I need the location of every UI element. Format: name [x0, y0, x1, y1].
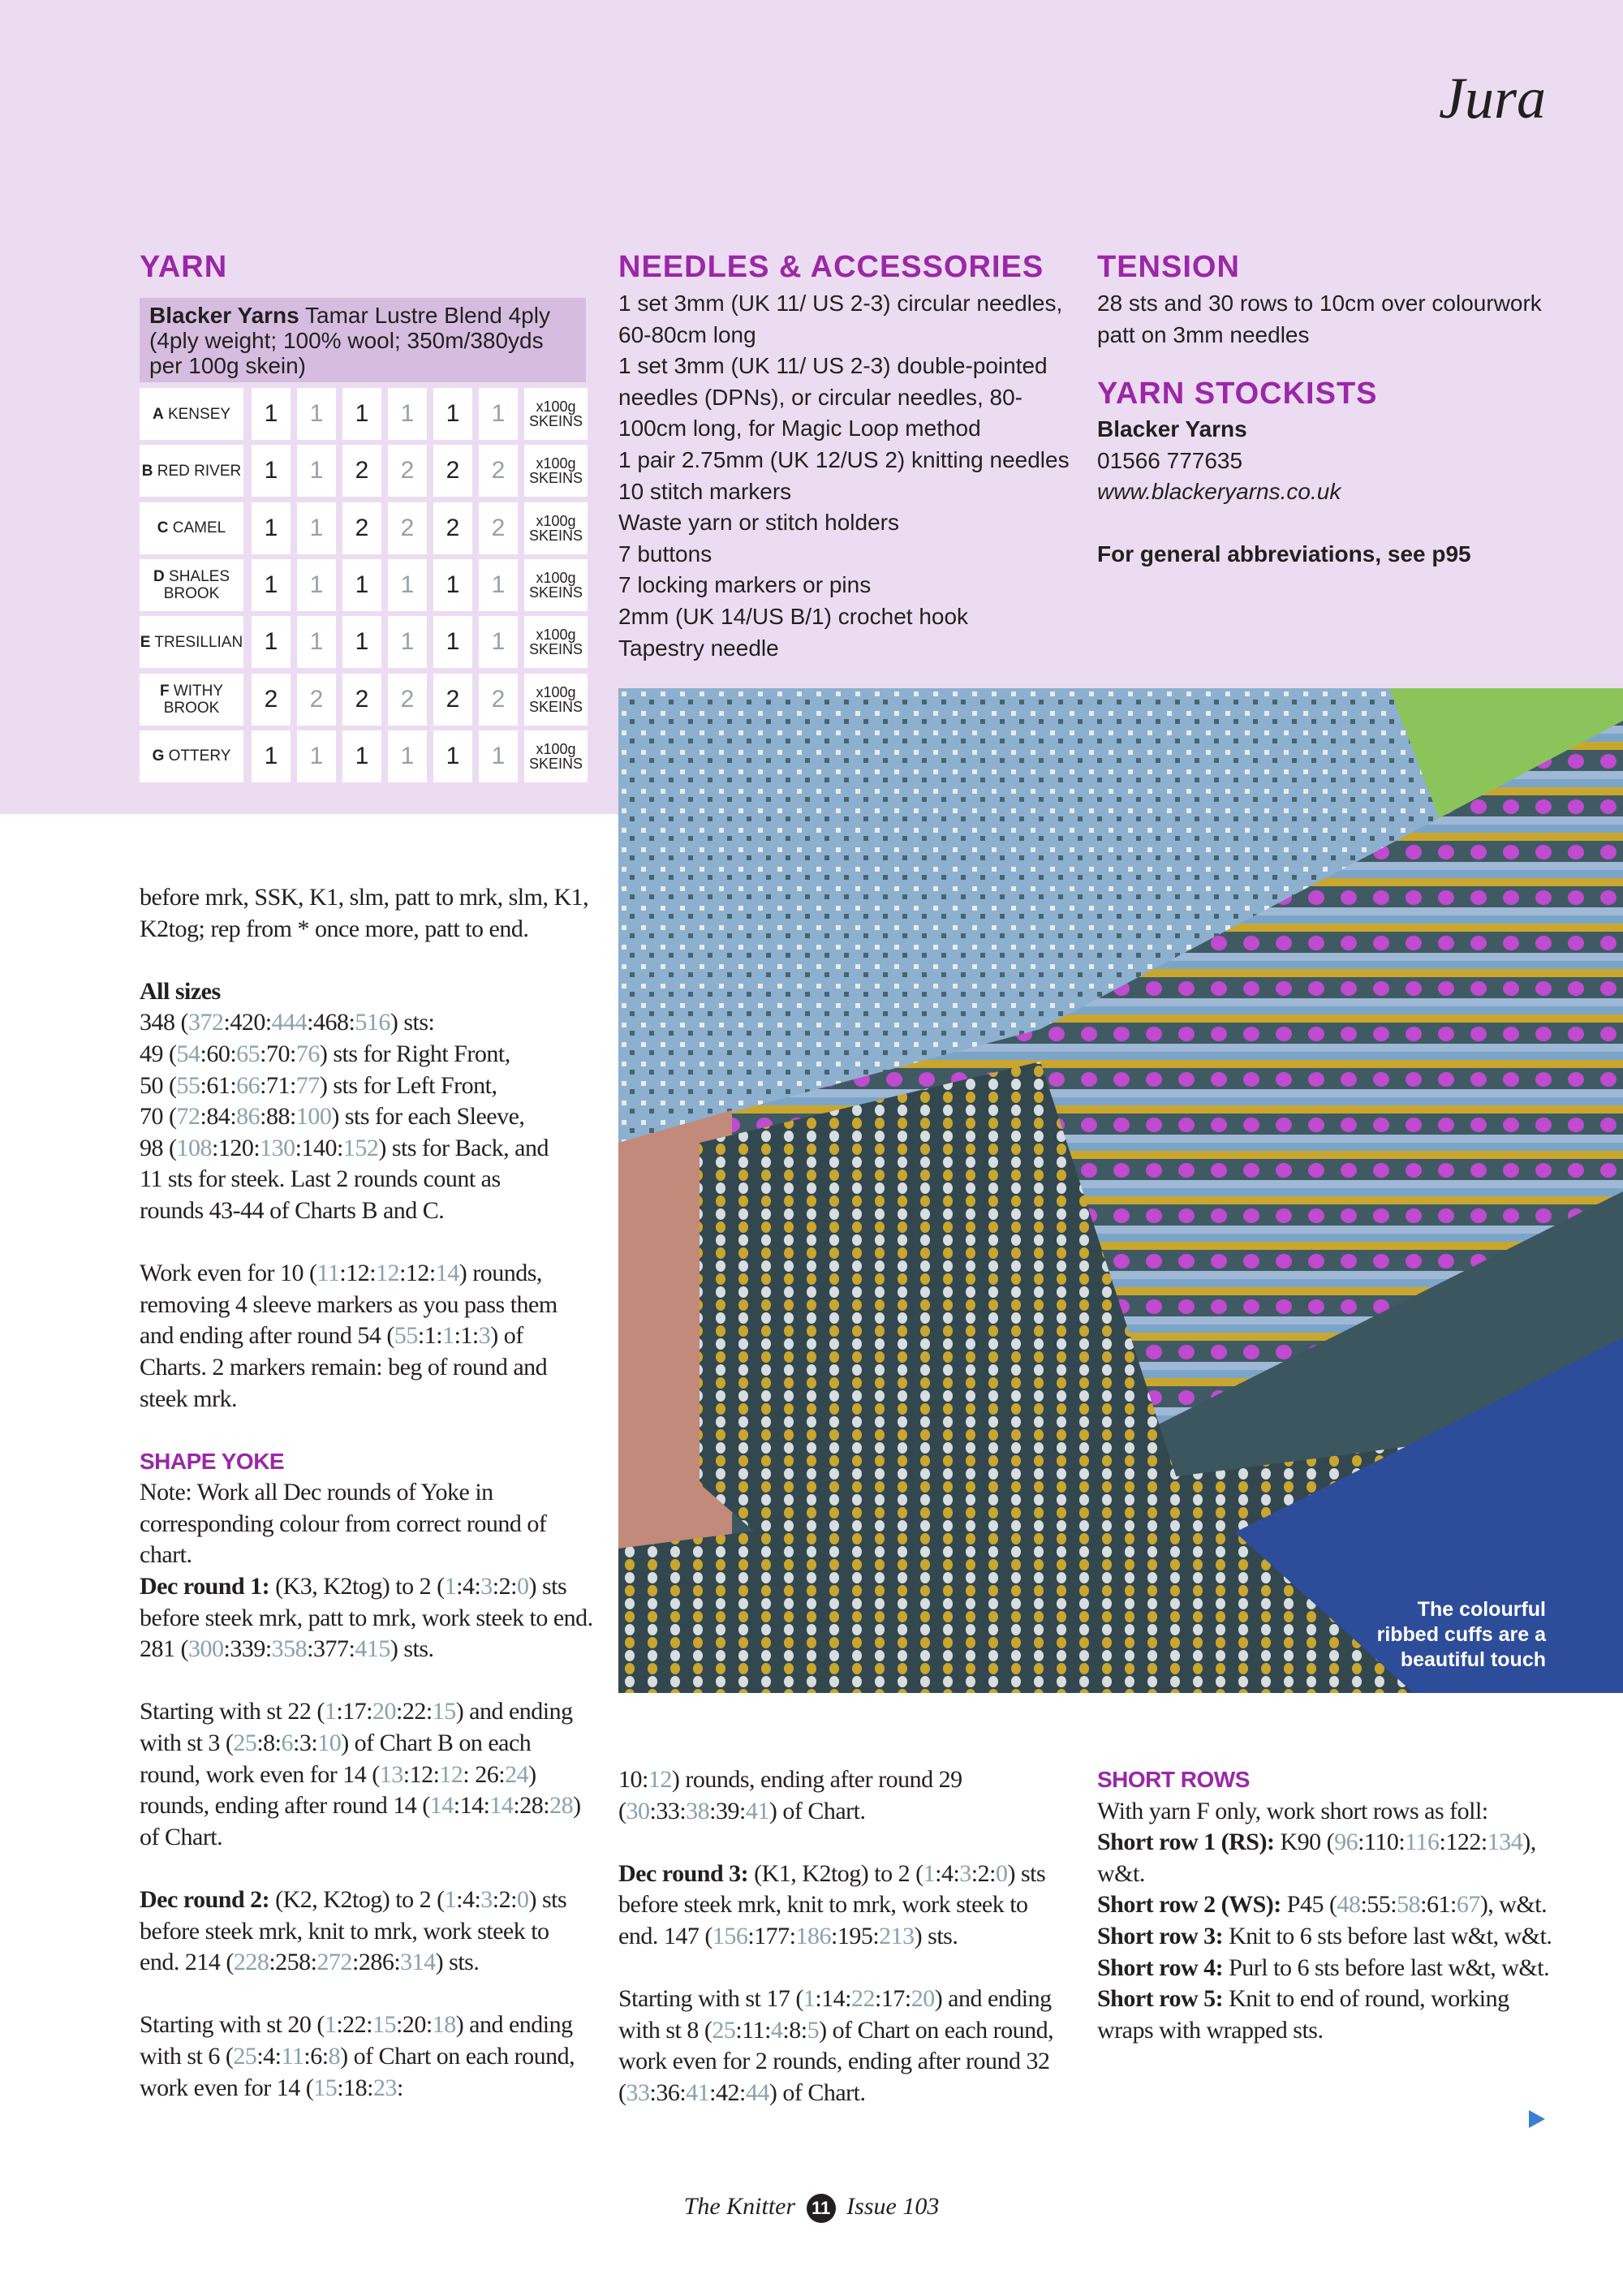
column-1 — [140, 882, 594, 2135]
needles-item: 1 pair 2.75mm (UK 12/US 2) knitting needles — [618, 446, 1070, 472]
yarn-colour-label: E TRESILLIAN — [140, 616, 243, 668]
yarn-quantity-cell: 1 — [388, 388, 427, 440]
yarn-quantity-cell: 1 — [252, 388, 291, 440]
sweater-cuff-photo — [618, 688, 1623, 1693]
col1-para1: before mrk, SSK, K1, slm, patt to mrk, slm, K1, K2tog; rep from * once more, patt to end. — [140, 884, 589, 942]
tension-heading: TENSION — [1097, 250, 1240, 284]
needles-item: 1 set 3mm (UK 11/ US 2-3) double-pointed needles (DPNs), or circular needles, 80-100cm long, for Magic Loop method — [618, 353, 1048, 442]
yarn-row — [140, 616, 588, 668]
needles-item: 7 locking markers or pins — [618, 572, 872, 598]
needles-item: Waste yarn or stitch holders — [618, 510, 899, 536]
stockists-heading: YARN STOCKISTS — [1097, 377, 1378, 411]
yarn-heading: YARN — [140, 250, 228, 284]
yarn-unit-label: x100g SKEINS — [524, 502, 588, 554]
short-row-4: Short row 4: Purl to 6 sts before last w&t, w&t. — [1097, 1954, 1550, 1981]
page-number: 11 — [807, 2194, 836, 2223]
needles-item: 1 set 3mm (UK 11/ US 2-3) circular needles, 60-80cm long — [618, 291, 1063, 347]
yarn-quantity-cell: 1 — [479, 388, 518, 440]
yarn-quantity-cell: 2 — [479, 445, 518, 497]
shape-yoke-heading: SHAPE YOKE — [140, 1448, 285, 1474]
continue-arrow-icon — [1529, 2110, 1545, 2128]
work-even-para: Work even for 10 (11:12:12:12:14) rounds, removing 4 sleeve markers as you pass them and ending after round 54 (55:1:1:1:3) of Charts. 2 markers remain: beg of round and steek mrk. — [140, 1260, 558, 1412]
dec-round-1: Dec round 1: (K3, K2tog) to 2 (1:4:3:2:0) sts before steek mrk, patt to mrk, work steek to end. 281 (300:339:358:377:415) sts. — [140, 1573, 593, 1663]
yarn-quantity-cell: 1 — [342, 730, 381, 782]
photo-caption: The colourful ribbed cuffs are a beautiful touch — [1376, 1598, 1546, 1671]
yarn-description — [140, 298, 586, 382]
yarn-quantity-cell: 1 — [342, 616, 381, 668]
col2-para1: 10:12) rounds, ending after round 29 (30:33:38:39:41) of Chart. — [618, 1766, 962, 1824]
yarn-quantity-cell: 1 — [297, 730, 336, 782]
issue-number: Issue 103 — [846, 2193, 940, 2220]
yarn-brand: Blacker Yarns — [149, 303, 299, 328]
yarn-colour-label: B RED RIVER — [140, 445, 243, 497]
yarn-quantity-cell: 1 — [479, 616, 518, 668]
needles-item: 2mm (UK 14/US B/1) crochet hook — [618, 603, 969, 629]
col2-starting: Starting with st 17 (1:14:22:17:20) and ending with st 8 (25:11:4:8:5) of Chart on each round, work even for 2 rounds, ending after round 32 (33:36:41:42:44) of Chart. — [618, 1985, 1054, 2106]
yarn-quantity-cell: 2 — [342, 445, 381, 497]
col1-starting-2: Starting with st 20 (1:22:15:20:18) and ending with st 6 (25:4:11:6:8) of Chart on each round, work even for 14 (15:18:23: — [140, 2011, 575, 2101]
dec-round-3: Dec round 3: (K1, K2tog) to 2 (1:4:3:2:0) sts before steek mrk, knit to mrk, work steek to end. 147 (156:177:186:195:213) sts. — [618, 1859, 1046, 1949]
stockist-phone: 01566 777635 — [1097, 447, 1243, 473]
yarn-quantity-cell: 2 — [252, 674, 291, 726]
yarn-quantity-cell: 2 — [388, 502, 427, 554]
yarn-quantity-cell: 1 — [297, 445, 336, 497]
yarn-unit-label: x100g SKEINS — [524, 445, 588, 497]
short-row-2: Short row 2 (WS): P45 (48:55:58:61:67), w&t. — [1097, 1891, 1548, 1919]
yarn-quantity-cell: 1 — [252, 559, 291, 611]
stockist-name: Blacker Yarns — [1097, 416, 1247, 442]
yarn-unit-label: x100g SKEINS — [524, 616, 588, 668]
yarn-quantity-cell: 1 — [433, 616, 472, 668]
yarn-colour-label: A KENSEY — [140, 388, 243, 440]
yarn-quantity-cell: 1 — [388, 559, 427, 611]
short-row-5: Short row 5: Knit to end of round, working wraps with wrapped sts. — [1097, 1985, 1509, 2044]
yoke-note: Note: Work all Dec rounds of Yoke in corresponding colour from correct round of chart. — [140, 1479, 547, 1569]
yarn-quantity-cell: 2 — [342, 674, 381, 726]
needles-item: 7 buttons — [618, 541, 712, 566]
yarn-quantity-cell: 1 — [388, 616, 427, 668]
yarn-row — [140, 559, 588, 611]
dec-round-2: Dec round 2: (K2, K2tog) to 2 (1:4:3:2:0) sts before steek mrk, knit to mrk, work steek to end. 214 (228:258:272:286:314) sts. — [140, 1886, 567, 1976]
yarn-quantity-cell: 1 — [479, 559, 518, 611]
magazine-name: The Knitter — [683, 2193, 796, 2220]
abbreviations-note: For general abbreviations, see p95 — [1097, 541, 1471, 567]
short-row-1: Short row 1 (RS): K90 (96:110:116:122:134), w&t. — [1097, 1829, 1536, 1887]
stockist-web[interactable]: www.blackeryarns.co.uk — [1097, 479, 1341, 505]
all-sizes-block: All sizes 348 (372:420:444:468:516) sts: 49 (54:60:65:70:76) sts for Right Front, 50 (55:61:66:71:77) sts for Left Front, 70 (72:84:86:88:100) sts for each Sleeve, 98 (108:120:130:140:152) sts for Back, and 11 sts for steek. Last 2 rounds count as rounds 43-44 of Charts B and C. — [140, 977, 549, 1224]
short-row-3: Short row 3: Knit to 6 sts before last w&t, w&t. — [1097, 1922, 1552, 1949]
yarn-quantity-cell: 2 — [479, 502, 518, 554]
tension-text: 28 sts and 30 rows to 10cm over colourwork patt on 3mm needles — [1097, 291, 1542, 347]
yarn-quantity-cell: 1 — [252, 616, 291, 668]
yarn-quantity-cell: 2 — [433, 445, 472, 497]
yarn-quantity-cell: 1 — [342, 559, 381, 611]
yarn-colour-label: G OTTERY — [140, 730, 243, 782]
yarn-quantity-cell: 1 — [342, 388, 381, 440]
yarn-quantity-cell: 2 — [342, 502, 381, 554]
yarn-quantity-cell: 1 — [252, 502, 291, 554]
yarn-quantity-cell: 2 — [388, 445, 427, 497]
column-3 — [1097, 1764, 1568, 2046]
short-rows-intro: With yarn F only, work short rows as foll: — [1097, 1797, 1488, 1824]
yarn-quantity-cell: 2 — [433, 674, 472, 726]
yarn-quantity-cell: 1 — [252, 445, 291, 497]
yarn-desc: Tamar Lustre Blend 4ply (4ply weight; 100% wool; 350m/380yds per 100g skein) — [149, 303, 550, 378]
yarn-quantity-cell: 1 — [433, 388, 472, 440]
yarn-unit-label: x100g SKEINS — [524, 730, 588, 782]
yarn-colour-label: C CAMEL — [140, 502, 243, 554]
yarn-quantity-cell: 2 — [297, 674, 336, 726]
needles-item: Tapestry needle — [618, 635, 779, 661]
yarn-quantity-cell: 1 — [433, 559, 472, 611]
column-2 — [618, 1764, 1073, 2140]
yarn-quantity-cell: 1 — [297, 502, 336, 554]
yarn-quantity-cell: 2 — [479, 674, 518, 726]
short-rows-heading: SHORT ROWS — [1097, 1767, 1250, 1792]
yarn-colour-label: F WITHY BROOK — [140, 674, 243, 726]
yarn-row — [140, 730, 588, 782]
yarn-unit-label: x100g SKEINS — [524, 559, 588, 611]
yarn-quantity-cell: 1 — [433, 730, 472, 782]
page-footer — [0, 2193, 1623, 2223]
pattern-title: Jura — [1439, 66, 1546, 131]
yarn-quantity-cell: 2 — [433, 502, 472, 554]
stockists-block — [1097, 414, 1568, 571]
yarn-quantity-cell: 1 — [297, 616, 336, 668]
yarn-row — [140, 502, 588, 554]
yarn-quantity-cell: 1 — [388, 730, 427, 782]
yarn-colour-label: D SHALES BROOK — [140, 559, 243, 611]
yarn-row — [140, 674, 588, 726]
yarn-row — [140, 445, 588, 497]
yarn-quantity-cell: 1 — [297, 559, 336, 611]
yarn-quantity-cell: 1 — [252, 730, 291, 782]
needles-list — [618, 288, 1073, 664]
yarn-row — [140, 388, 588, 440]
needles-heading: NEEDLES & ACCESSORIES — [618, 250, 1044, 284]
col1-starting-1: Starting with st 22 (1:17:20:22:15) and ending with st 3 (25:8:6:3:10) of Chart B on each round, work even for 14 (13:12:12: 26:24) rounds, ending after round 14 (14:14:14:28:28) of Chart. — [140, 1698, 581, 1850]
yarn-unit-label: x100g SKEINS — [524, 674, 588, 726]
needles-item: 10 stitch markers — [618, 478, 792, 504]
yarn-quantity-cell: 1 — [297, 388, 336, 440]
yarn-quantity-cell: 2 — [388, 674, 427, 726]
yarn-quantity-cell: 1 — [479, 730, 518, 782]
yarn-unit-label: x100g SKEINS — [524, 388, 588, 440]
